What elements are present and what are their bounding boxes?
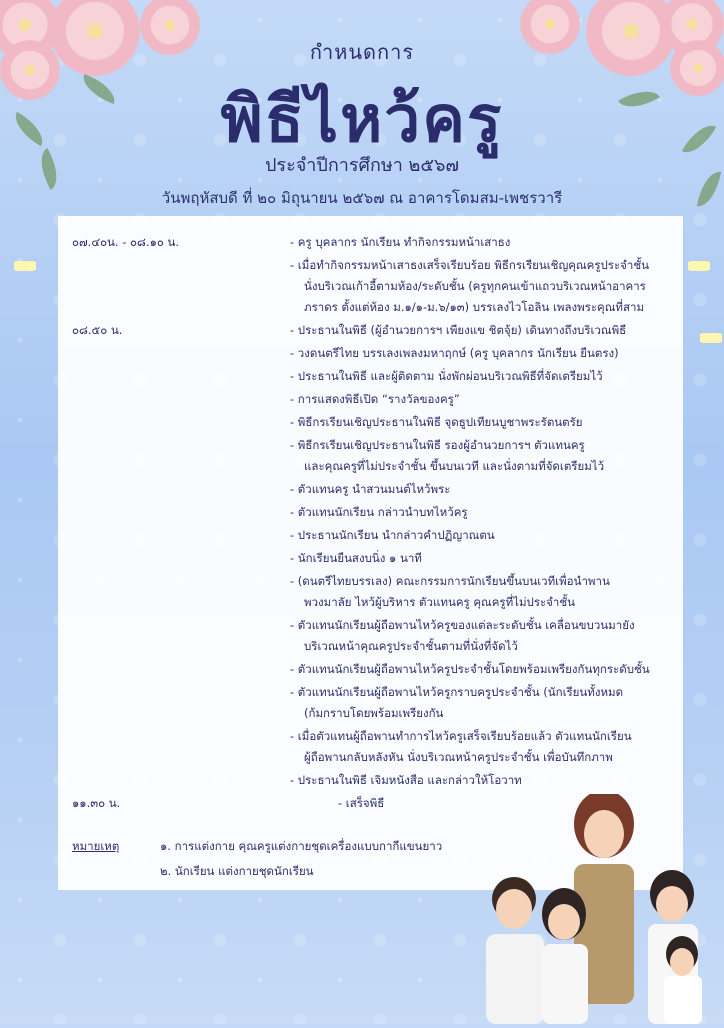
schedule-line: - การแสดงพิธีเปิด “รางวัลของครู” <box>290 392 460 406</box>
schedule-line: - ตัวแทนนักเรียนผู้ถือพานไหว้ครูกราบครูประจำชั้น (นักเรียนทั้งหมด <box>290 685 624 699</box>
time-slot: ๐๗.๔๐น. - ๐๘.๑๐ น. <box>72 235 180 249</box>
schedule-line: - เมื่อตัวแทนผู้ถือพานทำการไหว้ครูเสร็จเรียบร้อยแล้ว ตัวแทนนักเรียน <box>290 729 632 743</box>
schedule-line: - ตัวแทนนักเรียนผู้ถือพานไหว้ครูของแต่ละระดับชั้น เคลื่อนขบวนมายัง <box>290 618 635 632</box>
note-item: ๑. การแต่งกาย คุณครูแต่งกายชุดเครื่องแบบกากีแขนยาว <box>160 839 443 853</box>
schedule-line: - ประธานในพิธี และผู้ติดตาม นั่งพักผ่อนบริเวณพิธีที่จัดเตรียมไว้ <box>290 369 603 383</box>
butterfly-icon <box>14 258 36 274</box>
schedule-line: - ตัวแทนครู นำสวนมนต์ไหว้พระ <box>290 482 451 496</box>
schedule-line: ผู้ถือพานกลับหลังหัน นั่งบริเวณหน้าครูประจำชั้น เพื่อบันทึกภาพ <box>304 750 613 764</box>
schedule-line: - พิธีกรเรียนเชิญประธานในพิธี จุดธูปเทียนบูชาพระรัตนตรัย <box>290 415 583 429</box>
schedule-line: - ประธานในพิธี เจิมหนังสือ และกล่าวให้โอวาท <box>290 773 522 787</box>
butterfly-icon <box>700 330 722 346</box>
note-item: ๒. นักเรียน แต่งกายชุดนักเรียน <box>160 864 314 878</box>
date-location: วันพฤหัสบดี ที่ ๒๐ มิถุนายน ๒๕๖๗ ณ อาคารโดมสม-เพชรวารี <box>161 189 563 207</box>
schedule-line: - วงดนตรีไทย บรรเลงเพลงมหาฤกษ์ (ครู บุคลากร นักเรียน ยืนตรง) <box>290 346 619 360</box>
butterfly-icon <box>688 258 710 274</box>
schedule-line: - เมื่อทำกิจกรรมหน้าเสาธงเสร็จเรียบร้อย พิธีกรเรียนเชิญคุณครูประจำชั้น <box>290 258 650 272</box>
schedule-line: - ประธานนักเรียน นำกล่าวคำปฏิญาณตน <box>290 528 495 542</box>
schedule-line-final: - เสร็จพิธี <box>338 796 385 810</box>
schedule-line: และคุณครูที่ไม่ประจำชั้น ขึ้นบนเวที และนั่งตามที่จัดเตรียมไว้ <box>304 459 605 473</box>
teacher-students-illustration <box>464 794 724 1024</box>
academic-year: ประจำปีการศึกษา ๒๕๖๗ <box>265 155 459 176</box>
schedule-line: - ตัวแทนนักเรียนผู้ถือพานไหว้ครูประจำชั้นโดยพร้อมเพรียงกันทุกระดับชั้น <box>290 662 650 676</box>
page-title: พิธีไหว้ครู <box>220 82 504 157</box>
note-label: หมายเหตุ <box>72 839 120 853</box>
schedule-line: บริเวณหน้าคุณครูประจำชั้นตามที่นั่งที่จัดไว้ <box>304 639 518 653</box>
schedule-heading: กำหนดการ <box>309 40 415 64</box>
schedule-line: นั่งบริเวณเก้าอี้ตามห้อง/ระดับชั้น (ครูทุกคนเข้าแถวบริเวณหน้าอาคาร <box>304 279 646 293</box>
schedule-line: - ตัวแทนนักเรียน กล่าวนำบทไหว้ครู <box>290 505 468 519</box>
schedule-line: - พิธีกรเรียนเชิญประธานในพิธี รองผู้อำนวยการฯ ตัวแทนครู <box>290 438 585 452</box>
schedule-line: พวงมาลัย ไหว้ผู้บริหาร ตัวแทนครู คุณครูที่ไม่ประจำชั้น <box>304 595 576 609</box>
schedule-line: - (ดนตรีไทยบรรเลง) คณะกรรมการนักเรียนขึ้นบนเวทีเพื่อนำพาน <box>290 574 610 588</box>
schedule-line: - ครู บุคลากร นักเรียน ทำกิจกรรมหน้าเสาธง <box>290 235 511 249</box>
time-slot: ๐๘.๕๐ น. <box>72 323 123 337</box>
schedule-line: ภราดร ตั้งแต่ห้อง ม.๑/๑-ม.๖/๑๓) บรรเลงไวโอลิน เพลงพระคุณที่สาม <box>304 300 645 314</box>
time-slot: ๑๑.๓๐ น. <box>72 796 121 810</box>
schedule-line: (ก้มกราบโดยพร้อมเพรียงกัน <box>304 706 444 720</box>
schedule-line: - ประธานในพิธี (ผู้อำนวยการฯ เพียงแข ชิตจุ้ย) เดินทางถึงบริเวณพิธี <box>290 323 627 337</box>
schedule-line: - นักเรียนยืนสงบนิ่ง ๑ นาที <box>290 551 422 565</box>
